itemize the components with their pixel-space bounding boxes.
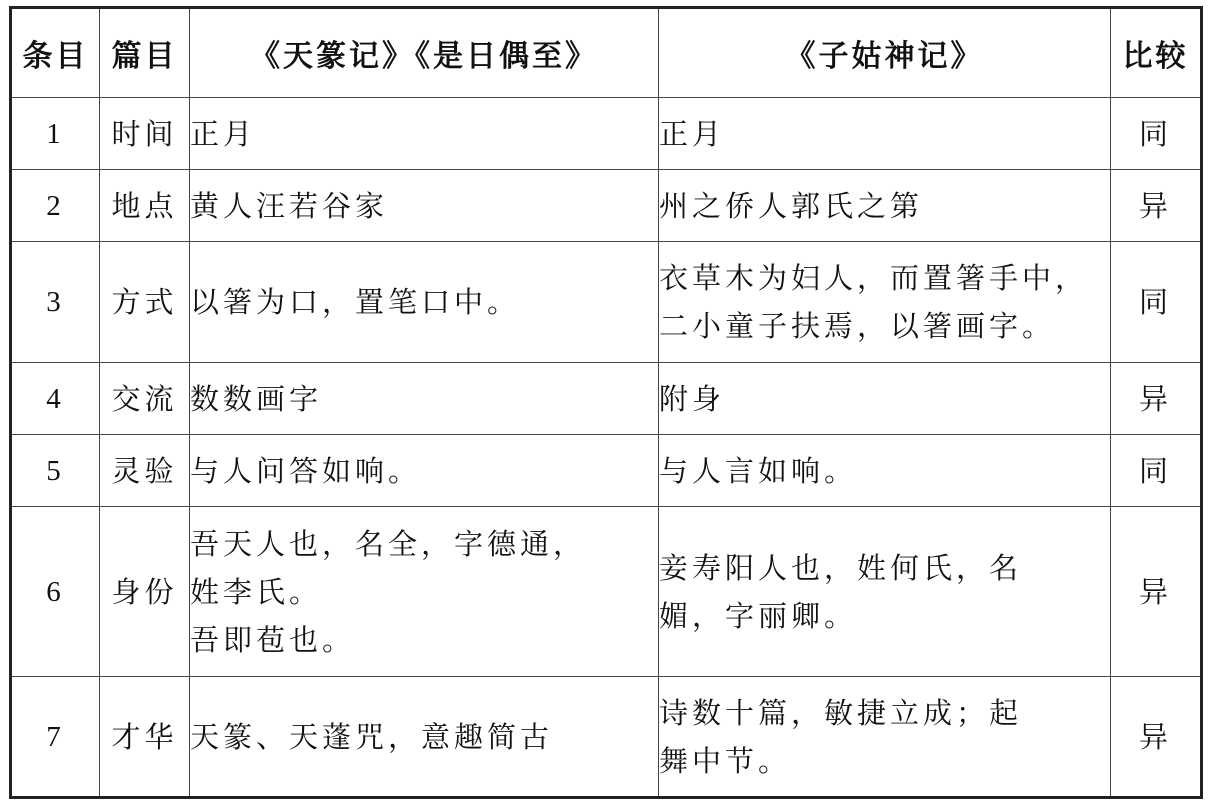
text-line: 以箸为口，置笔口中。	[190, 285, 521, 319]
text-line: 附身	[659, 381, 726, 416]
row-index: 2	[11, 170, 100, 242]
row-index: 7	[11, 677, 100, 798]
table-row	[11, 242, 1202, 363]
row-category: 交流	[100, 363, 190, 435]
table-row	[11, 435, 1202, 507]
row-compare: 同	[1111, 242, 1202, 363]
row-compare: 异	[1111, 170, 1202, 242]
row-source-a	[190, 170, 659, 242]
row-source-b	[659, 677, 1111, 798]
row-index: 4	[11, 363, 100, 435]
row-source-a	[190, 363, 659, 435]
row-source-a	[190, 242, 659, 363]
table-row	[11, 677, 1202, 798]
table-row	[11, 170, 1202, 242]
text-line: 姓李氏。	[190, 574, 323, 609]
table-row	[11, 363, 1202, 435]
row-category: 才华	[100, 677, 190, 798]
text-line: 妾寿阳人也，姓何氏，名	[659, 550, 1023, 585]
text-line: 与人问答如响。	[190, 453, 422, 488]
text-line: 黄人汪若谷家	[190, 188, 389, 223]
row-source-a	[190, 507, 659, 677]
header-source-a: 《天篆记》《是日偶至》	[190, 8, 659, 98]
text-line: 正月	[190, 116, 257, 151]
row-category: 灵验	[100, 435, 190, 507]
row-source-b	[659, 363, 1111, 435]
text-line: 诗数十篇，敏捷立成；起	[659, 695, 1023, 730]
row-compare: 异	[1111, 363, 1202, 435]
comparison-table	[9, 6, 1203, 799]
header-index: 条目	[11, 8, 100, 98]
text-line: 正月	[659, 116, 726, 151]
row-index: 3	[11, 242, 100, 363]
row-source-a	[190, 435, 659, 507]
row-source-a	[190, 677, 659, 798]
row-source-b	[659, 242, 1111, 363]
row-category: 地点	[100, 170, 190, 242]
text-line: 天篆、天蓬咒，意趣简古	[190, 719, 554, 754]
row-category: 时间	[100, 98, 190, 170]
row-source-b	[659, 98, 1111, 170]
row-category: 方式	[100, 242, 190, 363]
row-index: 6	[11, 507, 100, 677]
table-row	[11, 98, 1202, 170]
row-index: 1	[11, 98, 100, 170]
header-row	[11, 8, 1202, 98]
header-compare: 比较	[1111, 8, 1202, 98]
text-line: 媚，字丽卿。	[659, 598, 858, 633]
text-line: 衣草木为妇人，而置箸手中，	[659, 261, 1089, 295]
row-source-b	[659, 170, 1111, 242]
row-compare: 异	[1111, 677, 1202, 798]
row-source-b	[659, 507, 1111, 677]
header-category: 篇目	[100, 8, 190, 98]
row-category: 身份	[100, 507, 190, 677]
text-line: 数数画字	[190, 381, 323, 416]
row-index: 5	[11, 435, 100, 507]
row-compare: 同	[1111, 98, 1202, 170]
text-line: 吾天人也，名全，字德通，	[190, 526, 587, 561]
text-line: 吾即苞也。	[190, 622, 356, 657]
header-source-b: 《子姑神记》	[659, 8, 1111, 98]
row-compare: 同	[1111, 435, 1202, 507]
row-compare: 异	[1111, 507, 1202, 677]
text-line: 二小童子扶焉，以箸画字。	[659, 309, 1056, 343]
table-row	[11, 507, 1202, 677]
text-line: 州之侨人郭氏之第	[659, 188, 924, 223]
text-line: 与人言如响。	[659, 453, 858, 488]
text-line: 舞中节。	[659, 743, 792, 778]
row-source-b	[659, 435, 1111, 507]
row-source-a	[190, 98, 659, 170]
